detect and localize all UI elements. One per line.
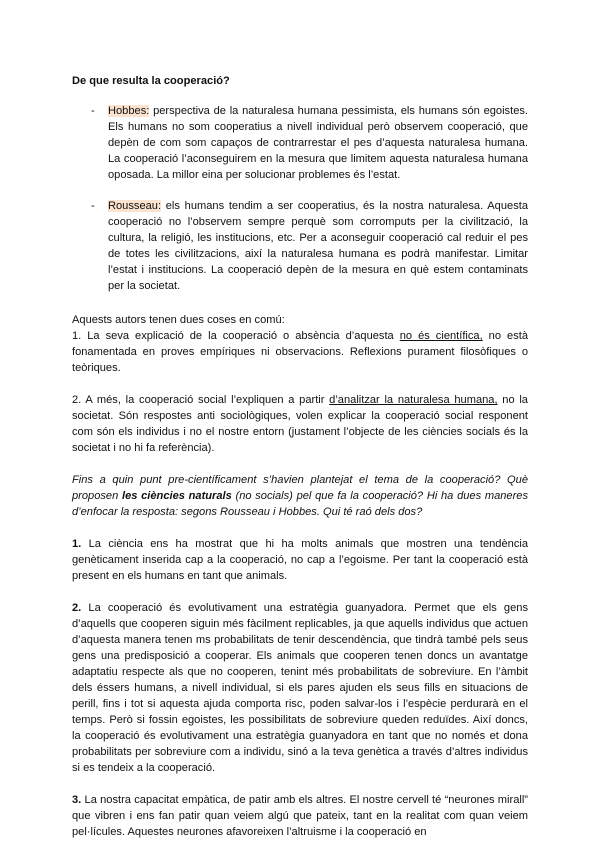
answer-number: 1.	[72, 538, 82, 550]
answer-number: 3.	[72, 794, 82, 806]
author-name-hobbes: Hobbes:	[108, 105, 150, 117]
common-intro: Aquests autors tenen dues coses en comú:	[72, 314, 285, 326]
answer-text: La nostra capacitat empàtica, de patir amb els altres. El nostre cervell té “neurones mirall” que vibren i ens fan patir quan veiem algú que pateix, tant en la realitat com quan veiem pel·lícules. Aquestes neurones afavoreixen l’altruisme i la cooperació en	[72, 794, 528, 838]
section-title: De que resulta la cooperació?	[72, 75, 230, 87]
text-span: (no socials) pel que fa la cooperació? Hi ha dues maneres d’enfocar la resposta: segons Rousseau i Hobbes. Qui té raó dels dos?	[72, 490, 528, 518]
answer-text: La ciència ens ha mostrat que hi ha molts animals que mostren una tendència genèticament inserida cap a la cooperació, no cap a l’egoisme. Per tant la cooperació està present en els humans en tant que animals.	[72, 538, 528, 582]
text-span: 2. A més, la cooperació social l’expliquen a partir	[72, 394, 330, 406]
text-span: no està fonamentada en proves empíriques ni observacions. Reflexions purament filosòfiques o teòriques.	[72, 330, 528, 374]
text-span: Fins a quin punt pre-científicament s’havien plantejat el tema de la cooperació? Què proposen	[72, 474, 528, 502]
bold-text: les ciències naturals	[121, 490, 232, 502]
underlined-text: no és científica,	[399, 330, 483, 342]
author-name-rousseau: Rousseau:	[108, 200, 162, 212]
bullet-text: perspectiva de la naturalesa humana pessimista, els humans són egoistes. Els humans no som cooperatius a nivell individual però observem cooperació, que depèn de com som capaços de contrarrestar el pes d’aquesta naturalesa humana. La cooperació l’aconseguirem en la mesura que limitem aquesta naturalesa humana oposada. La millor eina per solucionar problemes és l’estat.	[108, 105, 528, 181]
bullet-hobbes	[72, 103, 528, 183]
answer-1	[72, 536, 528, 584]
common-point-2	[72, 392, 528, 456]
text-span: no la societat. Són respostes anti sociològiques, volen explicar la cooperació social responent com són els individus i no el nostre entorn (justament l’objecte de les ciències socials és la societat i no hi fa referència).	[72, 394, 528, 454]
bullet-rousseau	[72, 198, 528, 294]
bullet-dash: -	[91, 200, 95, 212]
bullet-text: els humans tendim a ser cooperatius, és la nostra naturalesa. Aquesta cooperació no l’observem sempre perquè som corromputs per la civilització, la cultura, la religió, les institucions, etc. Per a aconseguir cooperació cal reduir el pes de totes les civilitzacions, així la naturalesa humana es podrà manifestar. Limitar l’estat i institucions. La cooperació depèn de la mesura en què estem contaminats per la societat.	[108, 200, 528, 292]
answer-text: La cooperació és evolutivament una estratègia guanyadora. Permet que els gens d’aquells que cooperen siguin més fàcilment replicables, ja que aquells individus que actuen d’aquesta manera tenen ms probabilitats de tenir descendència, que tindrà també pels seus gens una predisposició a cooperar. Els animals que cooperen tenen doncs un avantatge adaptatiu respecte als que no cooperen, tenint més probabilitats de sobreviure. En l’àmbit dels éssers humans, a nivell individual, si els pares ajuden els seus fills en situacions de perill, fins i tot si aquesta ajuda comporta risc, poden salvar-los i l’espècie perdurarà en el temps. Però si fossin egoistes, les possibilitats de sobreviure queden reduïdes. Així doncs, la cooperació és evolutivament una estratègia guanyadora en tant que no només et dona probabilitats per sobreviure com a individu, sinó a la teva genètica a través d’altres individus si es tendeix a la cooperació.	[72, 602, 528, 774]
common-point-1	[72, 328, 528, 376]
answer-number: 2.	[72, 602, 82, 614]
text-span: 1. La seva explicació de la cooperació o absència d’aquesta	[72, 330, 400, 342]
answer-2	[72, 600, 528, 776]
question-paragraph	[72, 472, 528, 520]
bullet-dash: -	[91, 105, 95, 117]
underlined-text: d’analitzar la naturalesa humana,	[329, 394, 498, 406]
answer-3	[72, 792, 528, 840]
